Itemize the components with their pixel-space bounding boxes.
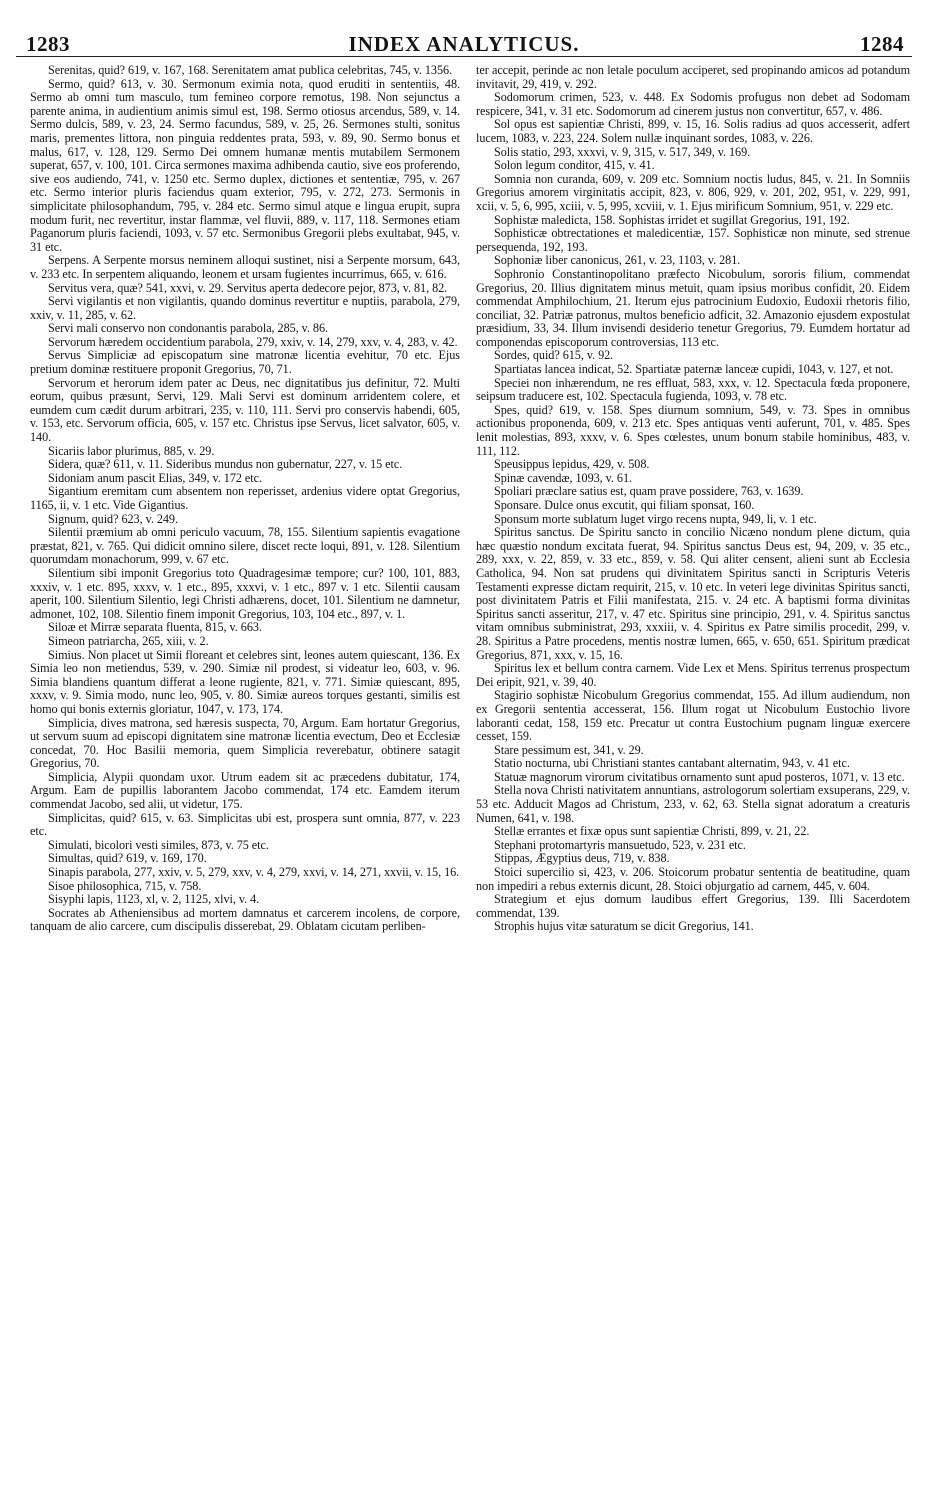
index-entry: Simeon patriarcha, 265, xiii, v. 2. bbox=[48, 633, 209, 648]
index-entry: Servi mali conservo non condonantis parabola, 285, v. 86. bbox=[48, 321, 328, 336]
index-entry: Stella nova Christi nativitatem annuntians, astrologorum solertiam exsuperans, 229, v. 53 etc. Adducit Magos ad Christum, 233, v. 62, 63. Stella signat adoratum a creaturis Numen, 641, v. 198. bbox=[476, 783, 910, 825]
index-entry: Spes, quid? 619, v. 158. Spes diurnum somnium, 549, v. 73. Spes in omnibus actionibus proponenda, 609, v. 213 etc. Spes antiquas venti auferunt, 701, v. 485. Spes lenit molestias, 893, xxxv, v. 6. Spes cœlestes, unum bonum stabile hominibus, 483, v. 111, 112. bbox=[476, 402, 910, 458]
index-entry: Spoliari præclare satius est, quam prave possidere, 763, v. 1639. bbox=[494, 484, 804, 499]
index-entry: Spiritus sanctus. De Spiritu sancto in concilio Nicæno nondum plene dictum, quia hæc quæstio nondum excitata fuerat, 94. Spiritus sanctus Deus est, 94, 209, v. 35 etc., 289, xxx, v. 22, 859, v. 33 etc., 859, v. 58. Qui aliter censent, alieni sunt ab Ecclesia Catholica, 94. Non sat prudens qui divinitatem Spiritus sancti in Scripturis Veteris Testamenti expresse dictam requirit, 215, v. 10 etc. In veteri lege divinitas Spiritus sancti, post divinitatem Patris et Filii manifestata, 215. v. 24 etc. A baptismi forma divinitas Spiritus sancti asseritur, 217, v. 47 etc. Spiritus sine principio, 291, v. 4. Spiritus sanctus vitam omnibus subministrat, 293, xxxiii, v. 4. Spiritus ex Patre similis procedit, 299, v. 28. Spiritus a Patre procedens, mentis nostræ lumen, 665, v. 650, 651. Spiritum prædicat Gregorius, 871, xxx, v. 15, 16. bbox=[476, 525, 910, 662]
page-number-right: 1284 bbox=[860, 32, 904, 56]
index-entry: Simplicitas, quid? 615, v. 63. Simplicitas ubi est, prospera sunt omnia, 877, v. 223 etc. bbox=[30, 810, 460, 839]
index-entry: Solon legum conditor, 415, v. 41. bbox=[494, 158, 655, 173]
index-entry: Sophoniæ liber canonicus, 261, v. 23, 1103, v. 281. bbox=[494, 253, 741, 268]
index-entry: Sordes, quid? 615, v. 92. bbox=[494, 348, 614, 363]
index-entry: Stagirio sophistæ Nicobulum Gregorius commendat, 155. Ad illum audiendum, non ex Gregorii sententia accesserat, 156. Illum rogat ut Nicobulum Eustochio livore laboranti cedat, 158, 159 etc. Precatur ut contra Eustochium pugnam linguæ exercere cesset, 159. bbox=[476, 688, 910, 744]
index-entry: Solis statio, 293, xxxvi, v. 9, 315, v. 517, 349, v. 169. bbox=[494, 144, 751, 159]
index-entry: Sicariis labor plurimus, 885, v. 29. bbox=[48, 443, 215, 458]
index-entry: Sinapis parabola, 277, xxiv, v. 5, 279, xxv, v. 4, 279, xxvi, v. 14, 271, xxvii, v. 15, 16. bbox=[48, 865, 460, 880]
page-title: INDEX ANALYTICUS. bbox=[348, 32, 580, 56]
index-entry: Socrates ab Atheniensibus ad mortem damnatus et carcerem incolens, de corpore, tanquam de alio carcere, cum discipulis disserebat, 29. Oblatam cicutam perliben- bbox=[30, 905, 460, 934]
index-entry: Stoici supercilio si, 423, v. 206. Stoicorum probatur sententia de beatitudine, quam non impediri a rebus externis dicunt, 28. Stoici objurgatio ad carnem, 445, v. 604. bbox=[476, 865, 910, 893]
index-entry: Serpens. A Serpente morsus neminem alloqui sustinet, nisi a Serpente morsum, 643, v. 233 etc. In serpentem aliquando, leonem et ursam fugientes incurrimus, 665, v. 616. bbox=[30, 253, 460, 281]
index-entry: Speciei non inhærendum, ne res effluat, 583, xxx, v. 12. Spectacula fœda proponere, seipsum traducere est, 102. Spectacula fugienda, 1093, v. 78 etc. bbox=[476, 375, 910, 404]
index-entry: Sophisticæ obtrectationes et maledicentiæ, 157. Sophisticæ non minute, sed strenue persequenda, 192, 193. bbox=[476, 226, 910, 254]
index-entry: Silentii præmium ab omni periculo vacuum, 78, 155. Silentium sapientis evagatione præstat, 821, v. 765. Qui didicit omnino silere, discet recte loqui, 891, v. 128. Silentium quorumdam monachorum, 999, v. 67 etc. bbox=[30, 525, 460, 567]
right-column bbox=[476, 64, 910, 1484]
index-entry: Spartiatas lancea indicat, 52. Spartiatæ paternæ lanceæ cupidi, 1043, v. 127, et not. bbox=[494, 362, 894, 377]
index-entry: Strategium et ejus domum laudibus effert Gregorius, 139. Illi Sacerdotem commendat, 139. bbox=[476, 892, 910, 920]
index-entry: Servi vigilantis et non vigilantis, quando dominus revertitur e nuptiis, parabola, 279, xxiv, v. 11, 285, v. 62. bbox=[30, 294, 460, 322]
index-entry: Speusippus lepidus, 429, v. 508. bbox=[494, 457, 650, 472]
index-entry: Sisoe philosophica, 715, v. 758. bbox=[48, 878, 202, 893]
index-entry: Servus Simpliciæ ad episcopatum sine matronæ licentia evehitur, 70 etc. Ejus pretium dominæ restituere proponit Gregorius, 70, 71. bbox=[30, 348, 460, 377]
index-entry: Sponsum morte sublatum luget virgo recens nupta, 949, li, v. 1 etc. bbox=[494, 511, 817, 526]
index-entry: Servorum hæredem occidentium parabola, 279, xxiv, v. 14, 279, xxv, v. 4, 283, v. 42. bbox=[48, 334, 458, 349]
index-entry: Stippas, Ægyptius deus, 719, v. 838. bbox=[494, 851, 670, 866]
index-entry: Silentium sibi imponit Gregorius toto Quadragesimæ tempore; cur? 100, 101, 883, xxxiv, v. 1 etc. 895, xxxv, v. 1 etc., 895, xxxvi, v. 1 etc., 897 v. 1 etc. Silentii causam aperit, 100. Silentium Silentio, legi Christi adhærens, docet, 101. Silentium ne damnetur, admonet, 102, 108. Silentio finem imponit Gregorius, 103, 104 etc., 897, v. 1. bbox=[30, 565, 460, 621]
index-entry: Statuæ magnorum virorum civitatibus ornamento sunt apud posteros, 1071, v. 13 etc. bbox=[494, 769, 905, 784]
index-entry: Spinæ cavendæ, 1093, v. 61. bbox=[494, 470, 633, 485]
index-entry: Simplicia, dives matrona, sed hæresis suspecta, 70, Argum. Eam hortatur Gregorius, ut servum suum ad episcopi dignitatem sine matronæ licentia evectum, Deo et Ecclesiæ concedat, 70. Hoc Basilii memoria, quem Simplicia reverebatur, obtinere satagit Gregorius, 70. bbox=[30, 715, 460, 771]
index-entry: Simplicia, Alypii quondam uxor. Utrum eadem sit ac præcedens dubitatur, 174, Argum. Eam de pupillis laborantem Jacobo commendat, 174 etc. Eamdem iterum commendat Jacobo, sed alii, ut videtur, 175. bbox=[30, 769, 460, 812]
index-entry: Simultas, quid? 619, v. 169, 170. bbox=[48, 851, 207, 866]
index-entry: Sidoniam anum pascit Elias, 349, v. 172 etc. bbox=[48, 470, 262, 485]
index-entry: Sol opus est sapientiæ Christi, 899, v. 15, 16. Solis radius ad quos accesserit, adfert lucem, 1083, v. 223, 224. Solem nullæ inquinant sordes, 1083, v. 226. bbox=[476, 117, 910, 145]
index-entry: Signum, quid? 623, v. 249. bbox=[48, 511, 178, 526]
index-entry: Simius. Non placet ut Simii floreant et celebres sint, leones autem quiescant, 136. Ex Simia leo non metiendus, 539, v. 290. Simiæ nil prodest, si videatur leo, 603, v. 96. Simia blandiens quantum differat a leone rugiente, 821, v. 771. Simiæ quiescant, 895, xxxv, v. 9. Simia modo, nunc leo, 905, v. 80. Simiæ aureos torques gestanti, similis est homo qui bonis externis gloriatur, 1047, v. 173, 174. bbox=[30, 647, 460, 716]
left-column bbox=[30, 64, 460, 1484]
index-entry: Serenitas, quid? 619, v. 167, 168. Serenitatem amat publica celebritas, 745, v. 1356. bbox=[48, 64, 453, 77]
index-entry: Servitus vera, quæ? 541, xxvi, v. 29. Servitus aperta dedecore pejor, 873, v. 81, 82. bbox=[48, 280, 448, 295]
index-entry: Sophronio Constantinopolitano præfecto Nicobulum, sororis filium, commendat Gregorius, 20. Illius dignitatem minus metuit, quam ipsius moribus confidit, 20. Eidem commendat Amphilochium, 21. Iterum ejus patrocinium Eudoxio, Eudoxii rhetoris filio, conciliat, 32. Patriæ patronus, multos beneficio adficit, 32. Amazonio ejusdem expostulat præsidium, 33, 34. Illum invisendi desiderio tenetur Gregorius, 79. Eumdem hortatur ad componendas episcoporum controversias, 113 etc. bbox=[476, 266, 910, 349]
index-entry: Sophistæ maledicta, 158. Sophistas irridet et sugillat Gregorius, 191, 192. bbox=[494, 212, 850, 227]
page-number-left: 1283 bbox=[26, 32, 70, 56]
index-entry: Sigantium eremitam cum absentem non reperisset, ardenius videre optat Gregorius, 1165, ii, v. 1 etc. Vide Gigantius. bbox=[30, 484, 460, 512]
index-entry: Statio nocturna, ubi Christiani stantes cantabant alternatim, 943, v. 41 etc. bbox=[494, 756, 850, 771]
index-entry: Servorum et herorum idem pater ac Deus, nec dignitatibus jus definitur, 72. Multi eorum, quibus præsunt, Servi, 129. Mali Servi est dominum arridentem colere, et eumdem cum cædit durum arbitrari, 235, v. 110, 111. Servi pro conservis habendi, 605, v. 153, etc. Servorum officia, 605, v. 157 etc. Christus ipse Servus, licet salvator, 605, v. 140. bbox=[30, 375, 460, 445]
index-entry: ter accepit, perinde ac non letale poculum acciperet, sed propinando amicos ad potandum invitavit, 29, 419, v. 292. bbox=[476, 64, 910, 91]
index-entry: Sidera, quæ? 611, v. 11. Sideribus mundus non gubernatur, 227, v. 15 etc. bbox=[48, 457, 403, 472]
index-entry: Stare pessimum est, 341, v. 29. bbox=[494, 742, 644, 757]
index-entry: Simulati, bicolori vesti similes, 873, v. 75 etc. bbox=[48, 837, 269, 852]
index-entry: Sodomorum crimen, 523, v. 448. Ex Sodomis profugus non debet ad Sodomam respicere, 341, v. 31 etc. Sodomorum ad cinerem justus non convertitur, 657, v. 486. bbox=[476, 90, 910, 118]
index-entry: Stephani protomartyris mansuetudo, 523, v. 231 etc. bbox=[494, 837, 746, 852]
running-head bbox=[16, 18, 912, 57]
index-entry: Spiritus lex et bellum contra carnem. Vide Lex et Mens. Spiritus terrenus prospectum Dei eripit, 921, v. 39, 40. bbox=[476, 661, 910, 689]
index-entry: Sisyphi lapis, 1123, xl, v. 2, 1125, xlvi, v. 4. bbox=[48, 892, 260, 907]
index-entry: Sermo, quid? 613, v. 30. Sermonum eximia nota, quod eruditi in sententiis, 48. Sermo ab omni tum masculo, tum femineo corpore remotus, 198. Non sejunctus a parente anima, in audientium animis simul est, 198. Sermo otiosus arcendus, 589, v. 14. Sermo dulcis, 589, v. 23, 24. Sermo facundus, 589, v. 25, 26. Sermones stulti, sonitus maris, prementes littora, non pinguia reddentes prata, 593, v. 89, 90. Sermo bonus et malus, 617, v. 128, 129. Sermo Dei omnem humanæ mentis mutabilem Sermonem superat, 657, v. 100, 101. Circa sermones maxima adhibenda cautio, sive eos proferendo, sive eos audiendo, 741, v. 1250 etc. Sermo duplex, dictiones et sententiæ, 795, v. 267 etc. Sermo interior pluris faciendus quam exterior, 795, v. 272, 273. Sermonis in simplicitate philosophandum, 795, v. 284 etc. Sermo simul atque e lingua erupit, supra modum furit, nec revertitur, instar flammæ, vel fluvii, 889, v. 117, 118. Sermones etiam Paganorum pluris faciendi, 1093, v. 57 etc. Sermonibus Gregorii plebs exultabat, 945, v. 31 etc. bbox=[30, 76, 460, 254]
index-entry: Stellæ errantes et fixæ opus sunt sapientiæ Christi, 899, v. 21, 22. bbox=[494, 824, 810, 839]
index-entry: Sponsare. Dulce onus excutit, qui filiam sponsat, 160. bbox=[494, 498, 755, 512]
index-entry: Somnia non curanda, 609, v. 209 etc. Somnium noctis ludus, 845, v. 21. In Somniis Gregorius amorem virginitatis accipit, 823, v. 806, 929, v. 201, 202, 951, v. 229, 991, xcii, v. 5, 6, 995, xciii, v. 5, 995, xcviii, v. 1. Ejus mirificum Somnium, 951, v. 229 etc. bbox=[476, 171, 910, 213]
index-entry: Strophis hujus vitæ saturatum se dicit Gregorius, 141. bbox=[494, 919, 754, 934]
index-entry: Siloæ et Mirræ separata fluenta, 815, v. 663. bbox=[48, 620, 262, 635]
